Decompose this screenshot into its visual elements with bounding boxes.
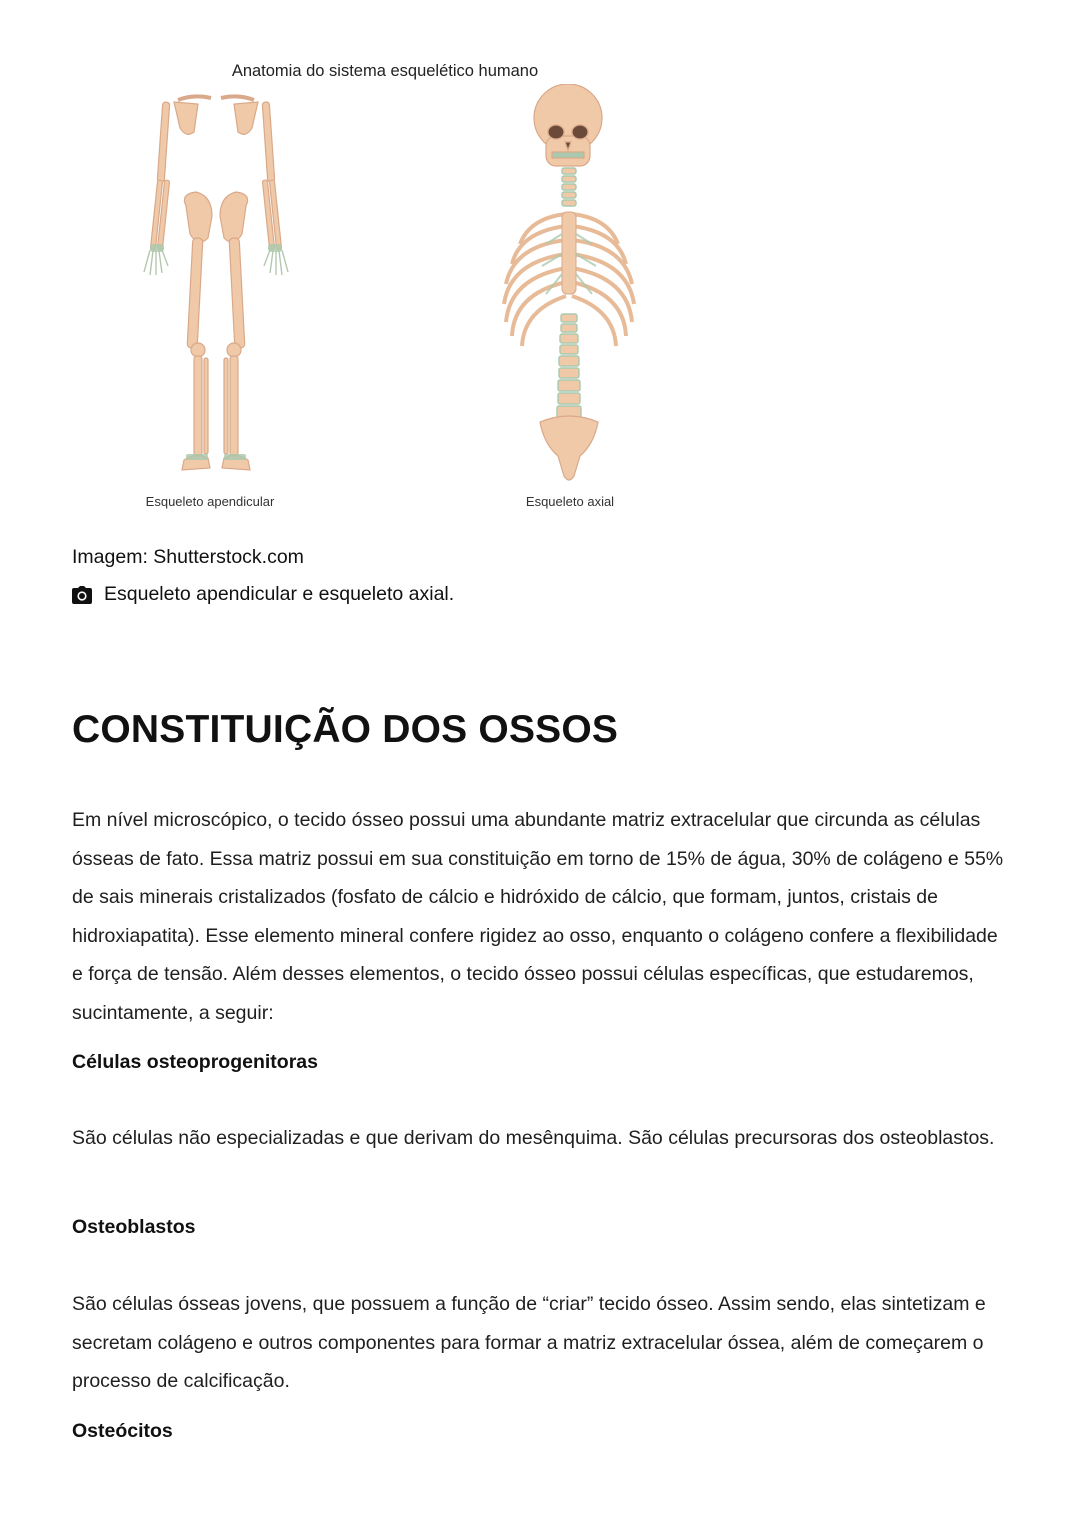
- section-title: CONSTITUIÇÃO DOS OSSOS: [72, 708, 619, 751]
- skeleton-figure: [110, 58, 670, 518]
- image-caption: [72, 583, 454, 606]
- caption-text: Esqueleto apendicular e esqueleto axial.: [104, 583, 455, 605]
- image-credit: Imagem: Shutterstock.com: [72, 546, 304, 568]
- paragraph-osteoblastos: São células ósseas jovens, que possuem a função de “criar” tecido ósseo. Assim sendo, elas sintetizam e secretam colágeno e outros componentes para formar a matriz extracelular óssea, além de começarem o processo de calcificação.: [72, 1293, 986, 1392]
- camera-icon: [72, 586, 92, 604]
- subheading-osteoprogenitoras: Células osteoprogenitoras: [72, 1051, 318, 1073]
- axial-skeleton-illustration: [490, 84, 650, 490]
- paragraph-osteoprogenitoras: São células não especializadas e que derivam do mesênquima. São células precursoras dos osteoblastos.: [72, 1127, 995, 1149]
- subheading-osteocitos: Osteócitos: [72, 1420, 173, 1442]
- label-axial: Esqueleto axial: [525, 494, 615, 509]
- subheading-osteoblastos: Osteoblastos: [72, 1216, 196, 1238]
- label-appendicular: Esqueleto apendicular: [145, 494, 275, 509]
- figure-title: Anatomia do sistema esquelético humano: [231, 62, 539, 80]
- intro-paragraph: Em nível microscópico, o tecido ósseo possui uma abundante matriz extracelular que circunda as células ósseas de fato. Essa matriz possui em sua constituição em torno de 15% de água, 30% de colágeno e 55% de sais minerais cristalizados (fosfato de cálcio e hidróxido de cálcio, que formam, juntos, cristais de hidroxiapatita). Esse elemento mineral confere rigidez ao osso, enquanto o colágeno confere a flexibilidade e força de tensão. Além desses elementos, o tecido ósseo possui células específicas, que estudaremos, sucintamente, a seguir:: [72, 809, 1004, 1024]
- appendicular-skeleton-illustration: [116, 88, 316, 488]
